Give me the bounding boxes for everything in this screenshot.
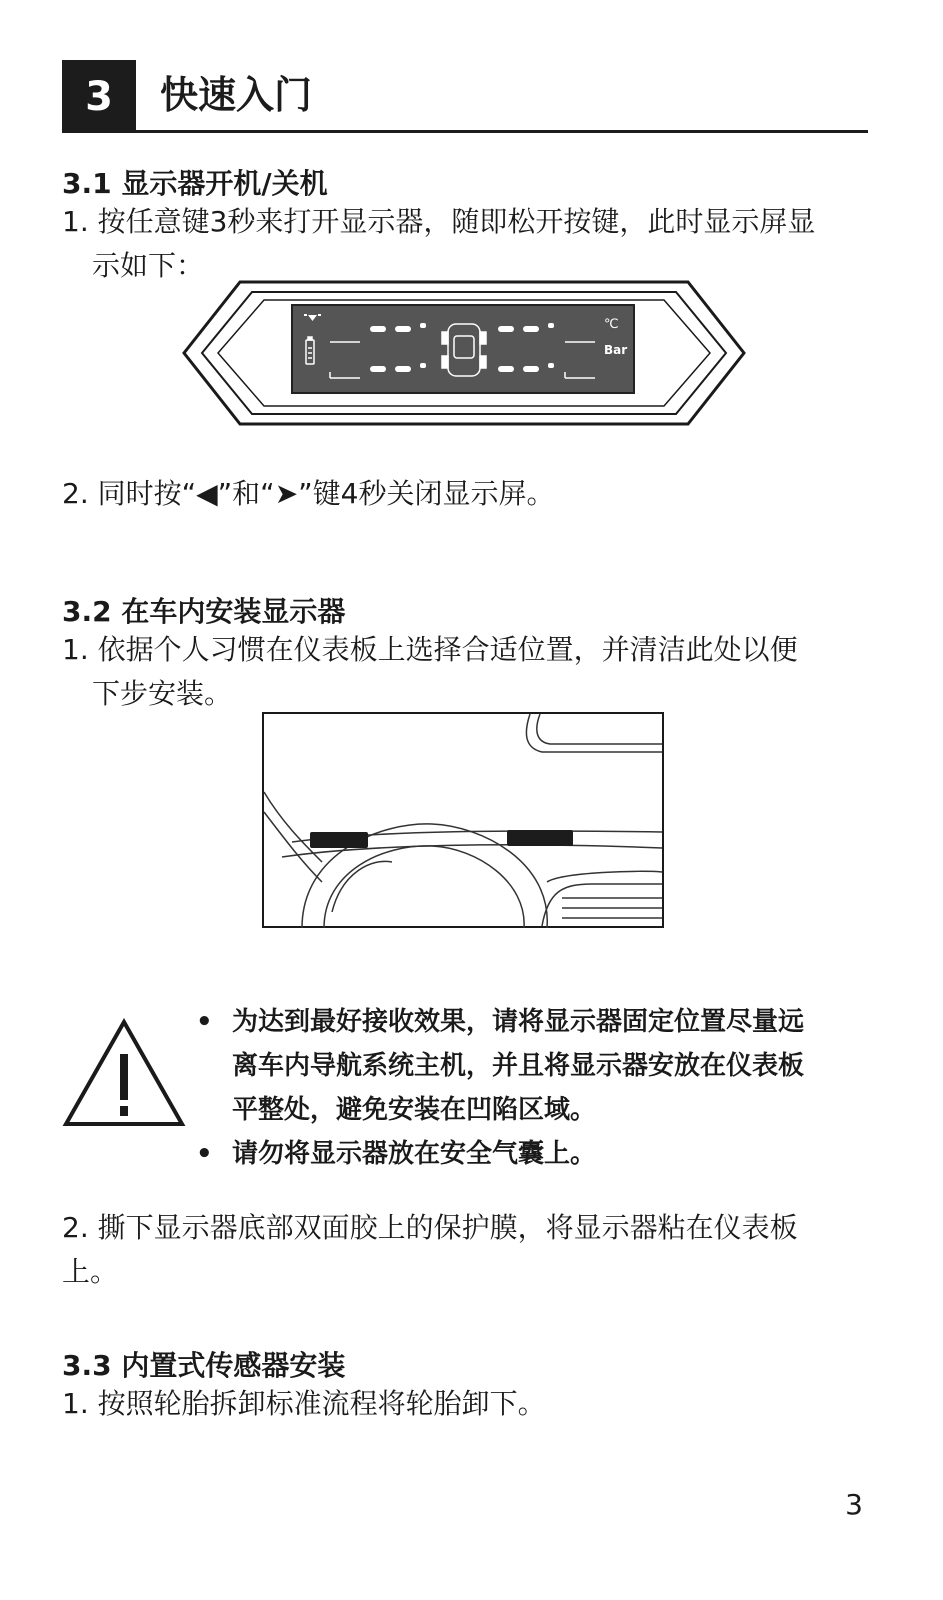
section-heading-3-3: 3.3 内置式传感器安装 <box>62 1349 346 1382</box>
lcd-screen <box>292 305 634 393</box>
s2-step1 <box>62 628 868 716</box>
s2-step1-line2: 下步安装。 <box>92 677 233 710</box>
dashboard-illustration <box>262 712 664 928</box>
bullet: • <box>196 1139 213 1169</box>
warning-list <box>196 1000 882 1176</box>
warning-item <box>196 1132 882 1176</box>
unit-celsius: ℃ <box>604 317 619 332</box>
chapter-number: 3 <box>62 60 136 133</box>
display-illustration <box>180 278 748 428</box>
warning-line: 请勿将显示器放在安全气囊上。 <box>232 1139 597 1169</box>
s1-step1-line2: 示如下： <box>92 249 205 282</box>
s1-step2-prefix: 2. 同时按“ <box>62 477 197 510</box>
right-arrow-icon: ➤ <box>274 477 299 510</box>
unit-bar: Bar <box>604 343 628 357</box>
chapter-rule <box>62 130 868 133</box>
s2-step2-line2: 上。 <box>62 1255 119 1288</box>
s1-step1-line1: 1. 按任意键3秒来打开显示器，随即松开按键，此时显示屏显 <box>62 205 816 238</box>
warning-line: 平整处，避免安装在凹陷区域。 <box>232 1095 597 1125</box>
mount-spot-right <box>507 830 573 846</box>
s2-step1-line1: 1. 依据个人习惯在仪表板上选择合适位置，并清洁此处以便 <box>62 633 798 666</box>
s3-step1: 1. 按照轮胎拆卸标准流程将轮胎卸下。 <box>62 1387 546 1420</box>
mount-spot-left <box>310 832 368 848</box>
section-heading-3-2: 3.2 在车内安装显示器 <box>62 595 346 628</box>
s1-step2-mid: ”和“ <box>217 477 275 510</box>
warning-triangle-icon <box>62 1018 186 1128</box>
s1-step2 <box>62 472 868 516</box>
page-number: 3 <box>845 1488 863 1521</box>
warning-line: 为达到最好接收效果，请将显示器固定位置尽量远 <box>232 1007 805 1037</box>
warning-item <box>196 1000 882 1044</box>
section-heading-3-1: 3.1 显示器开机/关机 <box>62 167 328 200</box>
bullet: • <box>196 1007 213 1037</box>
s2-step2-line1: 2. 撕下显示器底部双面胶上的保护膜，将显示器粘在仪表板 <box>62 1211 798 1244</box>
warning-line: 离车内导航系统主机，并且将显示器安放在仪表板 <box>232 1051 805 1081</box>
s1-step2-suffix: ”键4秒关闭显示屏。 <box>298 477 555 510</box>
chapter-title: 快速入门 <box>160 73 313 117</box>
s2-step2 <box>62 1206 868 1294</box>
left-arrow-icon: ◀ <box>196 477 218 510</box>
s1-step1 <box>62 200 868 288</box>
